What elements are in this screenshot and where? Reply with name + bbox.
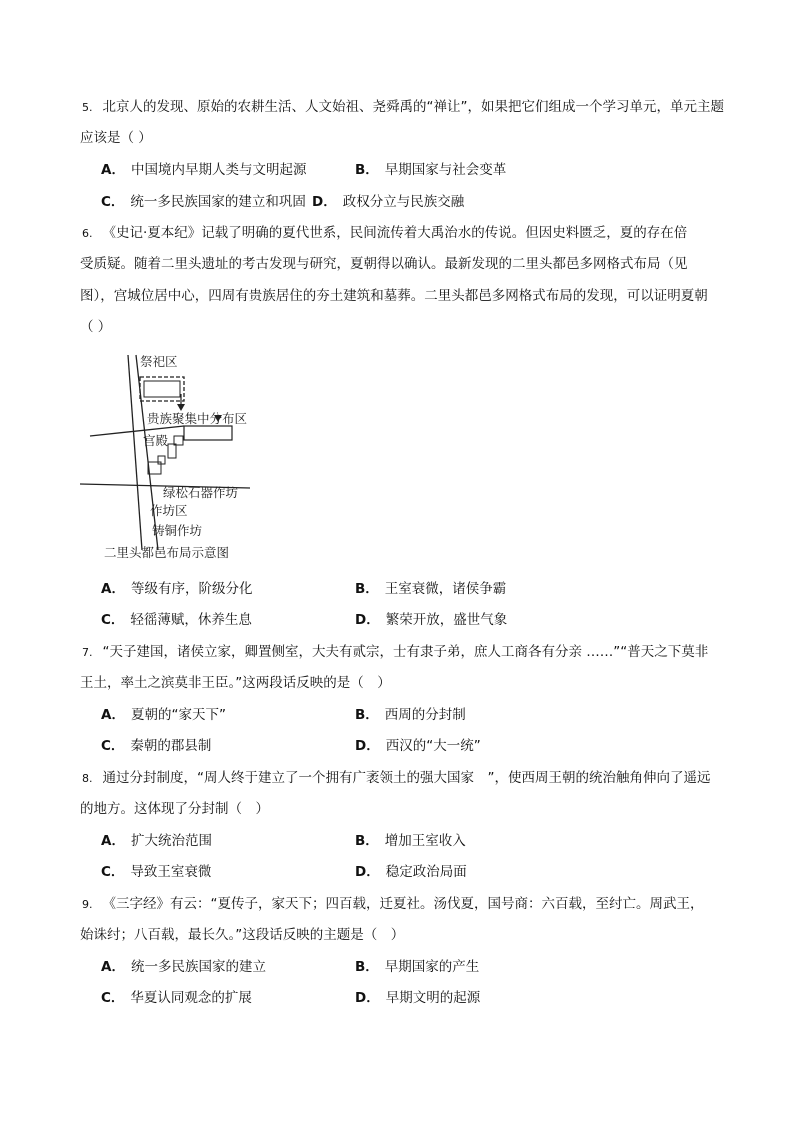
- diagram-caption: 二里头都邑布局示意图: [104, 545, 230, 560]
- question-5-option-a[interactable]: A． 中国境内早期人类与文明起源: [101, 162, 307, 178]
- question-number: 8.: [82, 772, 93, 785]
- question-number: 7.: [82, 646, 93, 659]
- question-6-stem-line-3: 图），宫城位居中心，四周有贵族居住的夯土建筑和墓葬。二里头都邑多网格式布局的发现，可以证明夏朝: [80, 288, 708, 304]
- erlitou-layout-diagram: [80, 350, 250, 560]
- label-palace: 宫殿: [143, 433, 169, 448]
- question-5-option-d[interactable]: D． 政权分立与民族交融: [312, 194, 465, 210]
- label-noble-area: 贵族聚集中分布区: [147, 411, 248, 426]
- question-8-option-d[interactable]: D． 稳定政治局面: [355, 864, 467, 880]
- question-9-option-d[interactable]: D． 早期文明的起源: [355, 990, 481, 1006]
- question-6-option-a[interactable]: A． 等级有序，阶级分化: [101, 581, 253, 597]
- question-9-option-c[interactable]: C． 华夏认同观念的扩展: [101, 990, 252, 1006]
- question-5-option-c[interactable]: C． 统一多民族国家的建立和巩固: [101, 194, 306, 210]
- question-7-option-b[interactable]: B． 西周的分封制: [355, 707, 466, 723]
- question-9-stem-line-1: 9. 《三字经》有云：“夏传子，家天下；四百载，迁夏社。汤伐夏，国号商：六百载，至纣亡。周武王，: [82, 896, 704, 912]
- question-5-stem-line-1: 5. 北京人的发现、原始的农耕生活、人文始祖、尧舜禹的“禅让”，如果把它们组成一个学习单元，单元主题: [82, 99, 724, 115]
- question-7-option-d[interactable]: D． 西汉的“大一统”: [355, 738, 481, 754]
- question-6-option-c[interactable]: C． 轻徭薄赋，休养生息: [101, 612, 252, 628]
- question-7-option-c[interactable]: C． 秦朝的郡县制: [101, 738, 212, 754]
- noble-area-box: [184, 426, 232, 440]
- question-number: 9.: [82, 898, 93, 911]
- question-5-stem-line-2: 应该是（ ）: [80, 130, 152, 146]
- question-9-option-a[interactable]: A． 统一多民族国家的建立: [101, 959, 266, 975]
- question-6-stem-line-4: （ ）: [80, 319, 112, 335]
- question-7-option-a[interactable]: A． 夏朝的“家天下”: [101, 707, 226, 723]
- question-8-stem-line-2: 的地方。这体现了分封制（ ）: [80, 801, 269, 817]
- question-8-option-c[interactable]: C． 导致王室衰微: [101, 864, 212, 880]
- label-sacrifice-zone: 祭祀区: [140, 354, 178, 369]
- question-7-stem-line-1: 7. “天子建国，诸侯立家，卿置侧室，大夫有贰宗，士有隶子弟，庶人工商各有分亲 ……”“普天之下莫非: [82, 644, 709, 660]
- label-workshop-zone: 作坊区: [150, 503, 188, 518]
- question-6-option-b[interactable]: B． 王室衰微，诸侯争霸: [355, 581, 507, 597]
- question-8-option-b[interactable]: B． 增加王室收入: [355, 833, 466, 849]
- question-6-stem-line-2: 受质疑。随着二里头遗址的考古发现与研究，夏朝得以确认。最新发现的二里头都邑多网格式布局（见: [80, 256, 688, 272]
- question-8-option-a[interactable]: A． 扩大统治范围: [101, 833, 212, 849]
- label-bronze-workshop: 铸铜作坊: [152, 523, 203, 538]
- question-5-option-b[interactable]: B． 早期国家与社会变革: [355, 162, 507, 178]
- question-number: 5.: [82, 101, 93, 114]
- label-turquoise-workshop: 绿松石器作坊: [163, 485, 239, 500]
- question-7-stem-line-2: 王土，率土之滨莫非王臣。”这两段话反映的是（ ）: [80, 675, 391, 691]
- question-8-stem-line-1: 8. 通过分封制度，“周人终于建立了一个拥有广袤领土的强大国家 ”，使西周王朝的统治触角伸向了遥远: [82, 770, 711, 786]
- question-9-option-b[interactable]: B． 早期国家的产生: [355, 959, 480, 975]
- question-6-option-d[interactable]: D． 繁荣开放，盛世气象: [355, 612, 508, 628]
- question-number: 6.: [82, 227, 93, 240]
- question-9-stem-line-2: 始诛纣；八百载，最长久。”这段话反映的主题是（ ）: [80, 927, 405, 943]
- sacrifice-inner-box: [144, 381, 180, 397]
- question-6-stem-line-1: 6. 《史记·夏本纪》记载了明确的夏代世系，民间流传着大禹治水的传说。但因史料匮乏，夏的存在倍: [82, 225, 688, 241]
